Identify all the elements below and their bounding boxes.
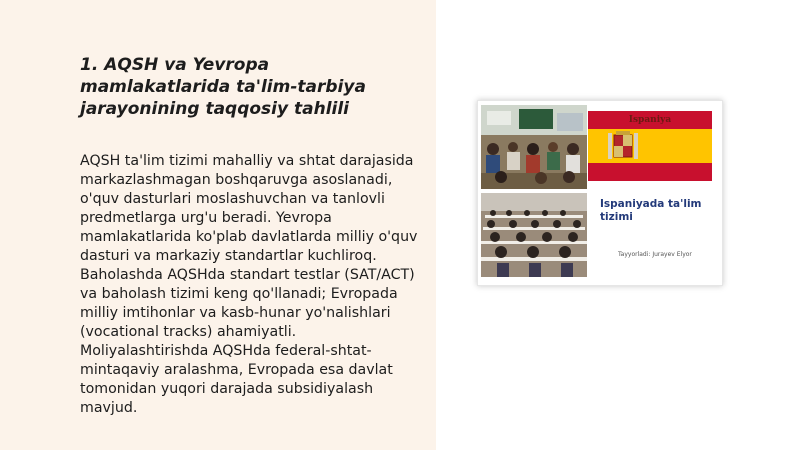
slide-body-text: AQSH ta'lim tizimi mahalliy va shtat darajasida markazlashmagan boshqaruvga asoslanadi, o'quv dasturlari moslashuvchan va tanlovli predmetlarga urg'u beradi. Yevropa mamlakatlarida ko'plab davlatlarda milliy o'quv dasturi va markaziy standartlar kuchliroq. Baholashda AQSHda standart testlar (SAT/ACT) va baholash tizimi keng qo'llanadi; Evropada milliy imtihonlar va kasb-hunar yo'nalishlari (vocational tracks) ahamiyatli. Moliyalashtirishda AQSHda federal-shtat-mintaqaviy aralashma, Evropada esa davlat tomonidan yuqori darajada subsidiyalash mavjud. bbox=[80, 153, 418, 416]
flag-title: Ispaniya bbox=[628, 115, 672, 125]
exam-hall-photo bbox=[481, 193, 587, 277]
slide-heading: 1. AQSH va Yevropa mamlakatlarida ta'lim-tarbiya jarayonining taqqosiy tahlili bbox=[80, 55, 366, 119]
classroom-photo bbox=[481, 105, 587, 189]
presentation-thumbnail[interactable] bbox=[477, 100, 723, 286]
spain-flag bbox=[588, 111, 712, 181]
thumbnail-title: Ispaniyada ta'lim tizimi bbox=[600, 198, 702, 223]
thumbnail-author: Tayyorladi: Jurayev Elyor bbox=[618, 251, 692, 258]
